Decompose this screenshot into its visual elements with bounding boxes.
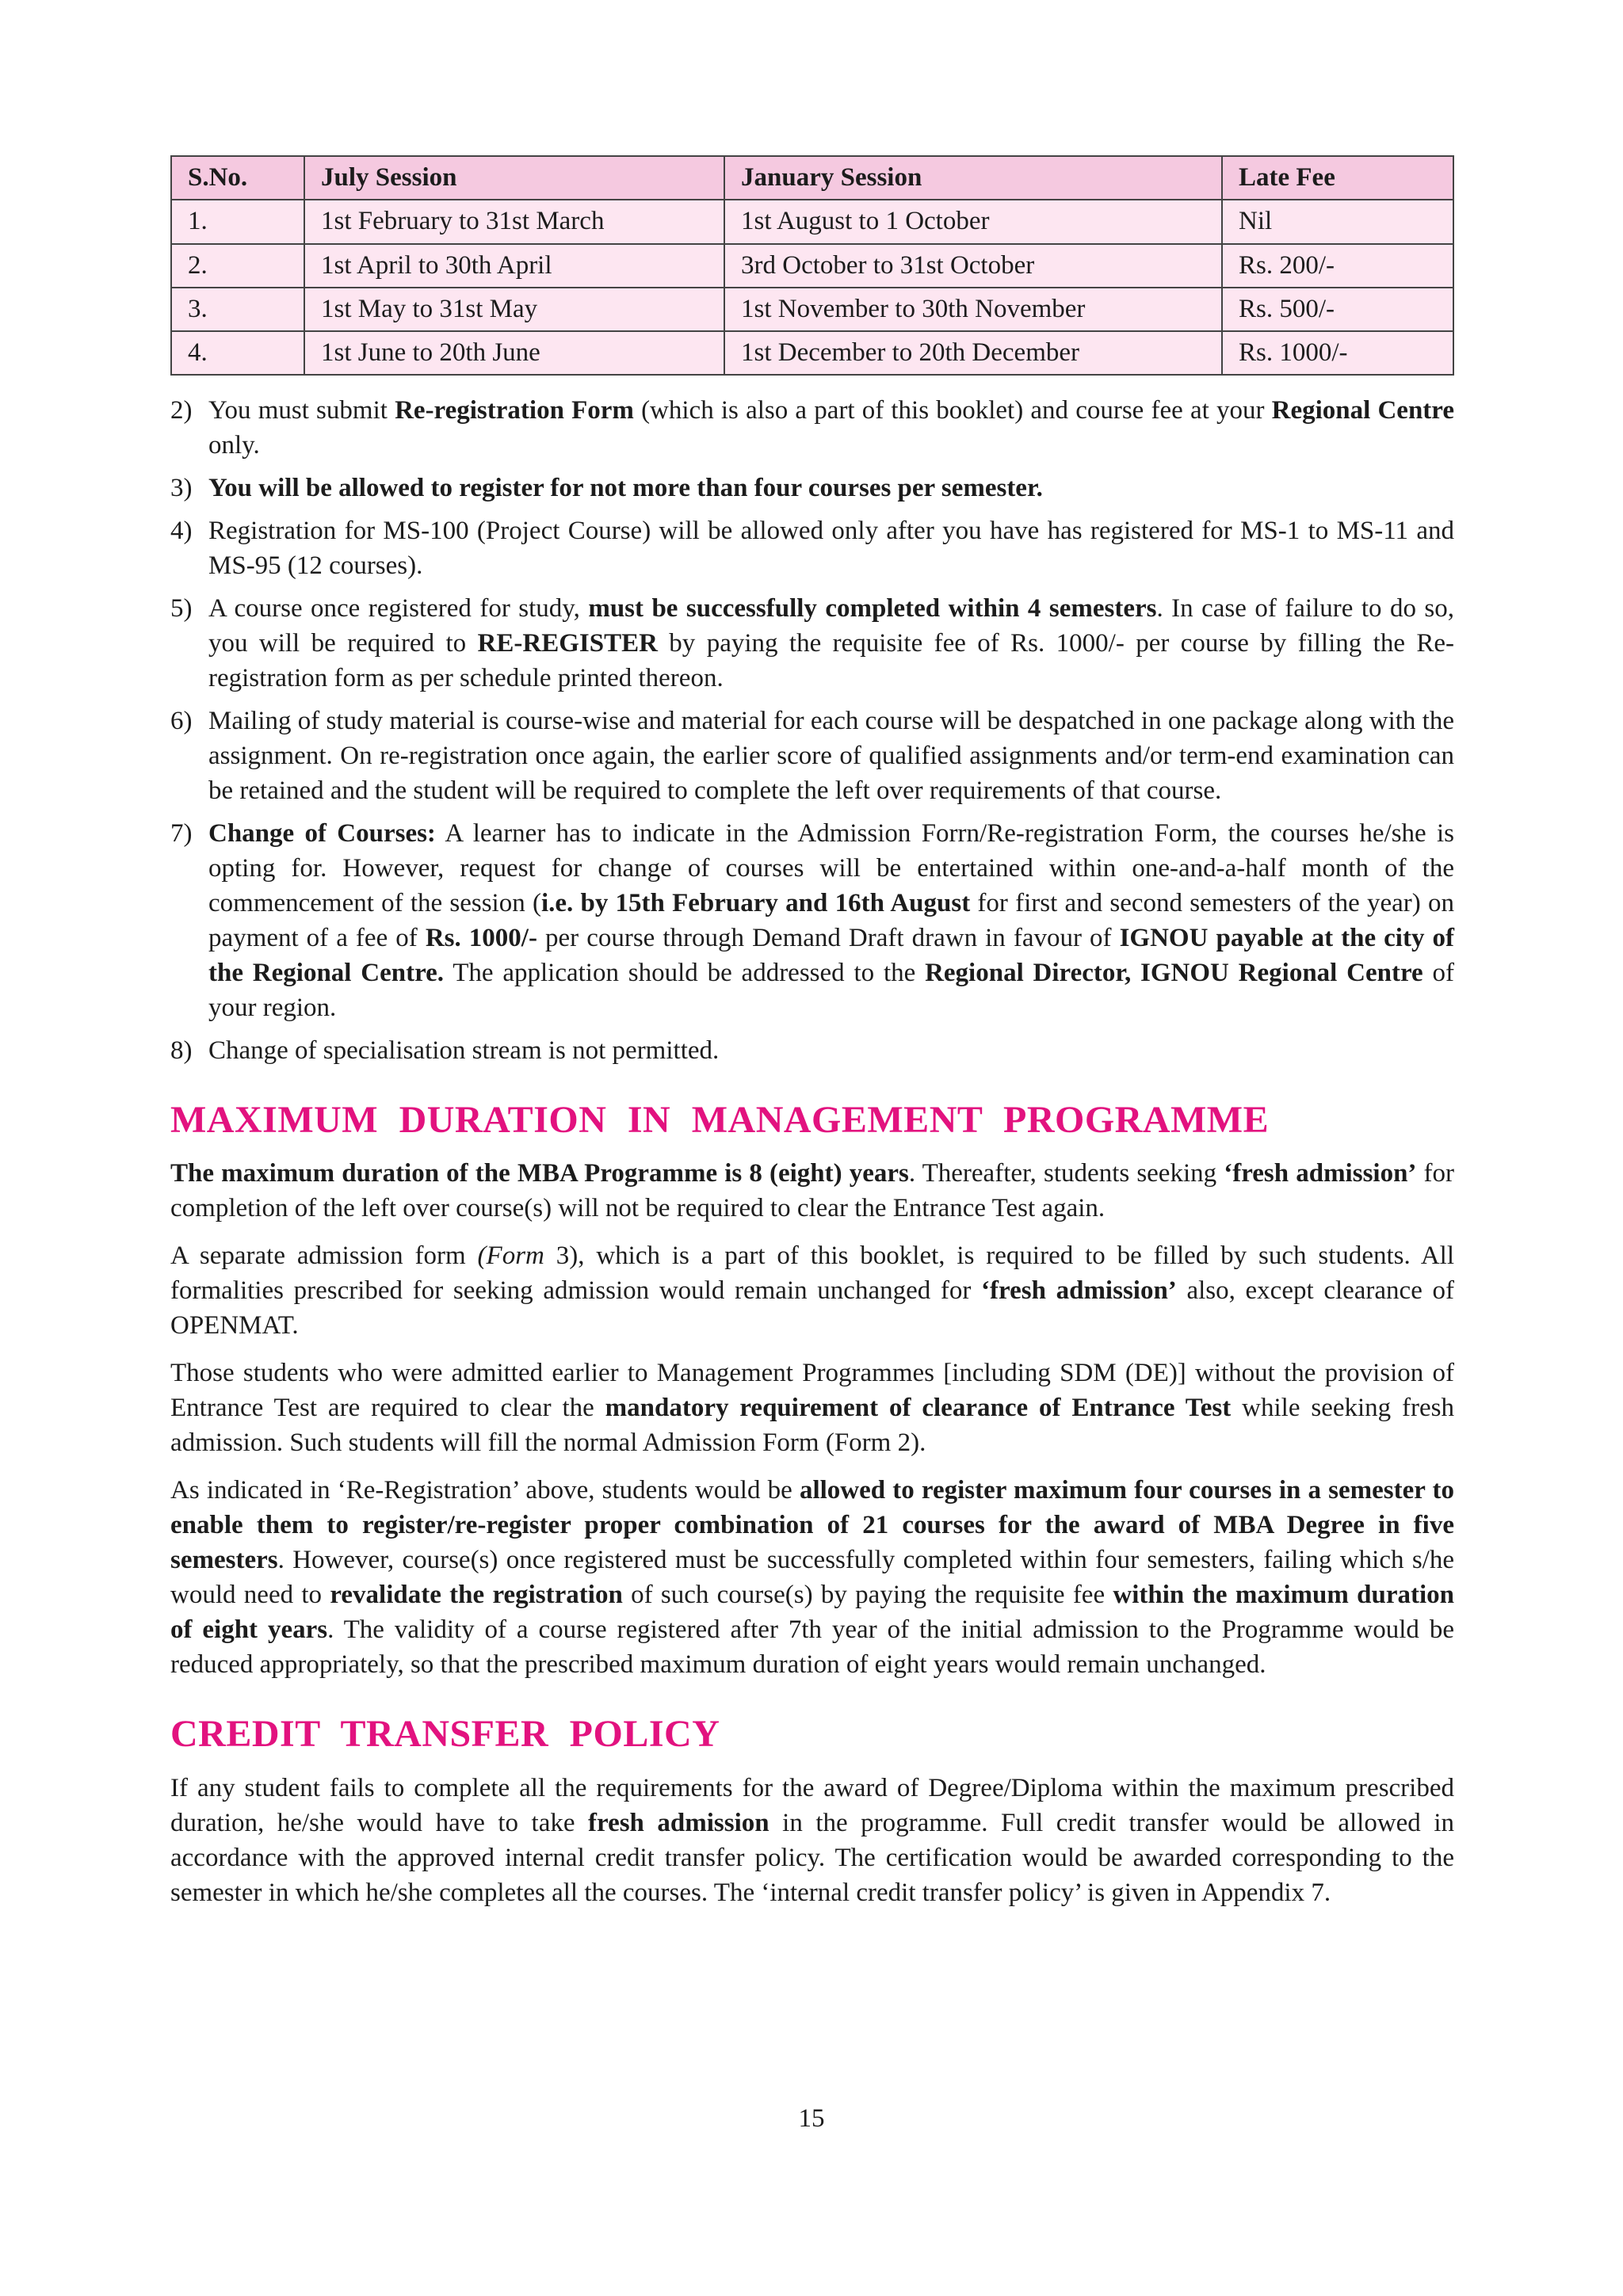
bold-text: ‘fresh admission’ — [1224, 1159, 1417, 1188]
text-run: by paying the requisite fee of Rs. 1000/- per course by filling the Re-registration form as per schedule printed thereon. — [208, 629, 1455, 693]
table-row — [171, 200, 1453, 243]
text-run: (which is also a part of this booklet) and course fee at your — [633, 396, 1272, 425]
bold-text: within the maximum duration of eight years — [170, 1581, 1454, 1645]
section-heading-maximum-duration: MAXIMUM DURATION IN MANAGEMENT PROGRAMME — [170, 1099, 1270, 1142]
list-item-number: 8) — [170, 1036, 193, 1066]
table-cell: 3. — [171, 288, 304, 331]
list-item — [170, 816, 1454, 1025]
text-run: As indicated in ‘Re-Registration’ above, students would be — [170, 1476, 800, 1505]
bold-text: must be successfully completed within 4 semesters — [588, 594, 1157, 624]
bold-text: ‘fresh admission’ — [981, 1276, 1177, 1306]
list-item-text — [208, 594, 1454, 692]
text-run: Those students who were admitted earlier to Management Programmes [including SDM (DE)] without the provision of Entrance Test are required to clear the — [170, 1359, 1454, 1423]
header-sno: S.No. — [171, 156, 304, 200]
table-cell: 3rd October to 31st October — [724, 244, 1222, 288]
italic-text: (Form — [477, 1241, 544, 1271]
text-run: of such course(s) by paying the requisite fee — [622, 1581, 1113, 1610]
bold-text: Regional Director, IGNOU Regional Centre — [925, 959, 1423, 988]
list-item — [170, 513, 1454, 583]
list-item — [170, 591, 1454, 696]
table-cell: Rs. 200/- — [1222, 244, 1453, 288]
list-item-number: 7) — [170, 819, 193, 849]
bold-text: The maximum duration of the MBA Programme is 8 (eight) years — [170, 1159, 909, 1188]
paragraph — [170, 1473, 1454, 1682]
paragraph — [170, 1238, 1454, 1343]
late-fee-table — [170, 155, 1454, 376]
paragraph — [170, 1356, 1454, 1460]
list-item — [170, 393, 1454, 463]
list-item — [170, 704, 1454, 808]
text-run: only. — [208, 431, 260, 460]
list-item-number: 5) — [170, 594, 193, 624]
list-item — [170, 1033, 1454, 1068]
text-run: Mailing of study material is course-wise and material for each course will be despatched in one package along with the assignment. On re-registration once again, the earlier score of qualified assignments and/or term-end examination can be retained and the student will be required to complete the left over requirements of that course. — [208, 707, 1454, 806]
text-run: The application should be addressed to the — [444, 959, 926, 988]
list-item-text — [208, 1036, 719, 1065]
table-cell: 4. — [171, 331, 304, 375]
table-cell: 1st May to 31st May — [304, 288, 724, 331]
list-item-number: 4) — [170, 517, 193, 546]
list-item-text — [208, 517, 1454, 580]
bold-text: fresh admission — [588, 1808, 769, 1837]
bold-text: Rs. 1000/- — [425, 924, 537, 953]
text-run: 3), which is a part of this booklet, is required to be filled by such students. All formalities prescribed for seeking admission would remain unchanged for — [170, 1241, 1454, 1306]
bold-text: You will be allowed to register for not more than four courses per semester. — [208, 474, 1043, 503]
table-cell: 1st February to 31st March — [304, 200, 724, 243]
table-cell: 1st June to 20th June — [304, 331, 724, 375]
text-run: . Thereafter, students seeking — [908, 1159, 1224, 1188]
bold-text: Re-registration Form — [395, 396, 634, 425]
bold-text: allowed to register maximum four courses in a semester to enable them to register/re-register proper combination of 21 courses for the award of MBA Degree in five semesters — [170, 1476, 1454, 1575]
bold-text: IGNOU payable at the city of the Regional Centre. — [208, 924, 1454, 988]
table-row — [171, 288, 1453, 331]
table-header-row — [171, 156, 1453, 200]
list-item-number: 3) — [170, 474, 193, 503]
table-cell: Rs. 1000/- — [1222, 331, 1453, 375]
bold-text: RE-REGISTER — [477, 629, 658, 658]
table-cell: 1st April to 30th April — [304, 244, 724, 288]
list-item-text — [208, 474, 1043, 502]
header-january-session: January Session — [724, 156, 1222, 200]
text-run: also, except clearance of OPENMAT. — [170, 1276, 1455, 1341]
table-cell: 1st August to 1 October — [724, 200, 1222, 243]
text-run: A course once registered for study, — [208, 594, 589, 624]
bold-text: Change of Courses: — [208, 819, 436, 849]
document-page — [170, 155, 1454, 1923]
list-item — [170, 471, 1454, 505]
table-row — [171, 331, 1453, 375]
table-row — [171, 244, 1453, 288]
text-run: Registration for MS-100 (Project Course) will be allowed only after you have has registered for MS-1 to MS-11 and MS-95 (12 courses). — [208, 517, 1454, 581]
table-cell: 1st December to 20th December — [724, 331, 1222, 375]
section-heading-credit-transfer: CREDIT TRANSFER POLICY — [170, 1713, 720, 1756]
text-run: A separate admission form — [170, 1241, 478, 1271]
paragraph — [170, 1156, 1454, 1226]
text-run: for completion of the left over course(s) will not be required to clear the Entrance Test again. — [170, 1159, 1455, 1223]
text-run: . In case of failure to do so, you will be required to — [208, 594, 1454, 658]
paragraph — [170, 1771, 1454, 1910]
list-item-text — [208, 396, 1454, 460]
page-number: 15 — [798, 2104, 825, 2133]
text-run: per course through Demand Draft drawn in favour of — [537, 924, 1120, 953]
bold-text: mandatory requirement of clearance of Entrance Test — [605, 1394, 1232, 1423]
table-cell: Rs. 500/- — [1222, 288, 1453, 331]
table-cell: 1. — [171, 200, 304, 243]
text-run: in the programme. Full credit transfer would be allowed in accordance with the approved internal credit transfer policy. The certification would be awarded corresponding to the semester in which he/she completes all the courses. The ‘internal credit transfer policy’ is given in Appendix 7. — [170, 1808, 1454, 1907]
text-run: of your region. — [208, 959, 1454, 1023]
table-cell: 2. — [171, 244, 304, 288]
bold-text: Regional Centre — [1271, 396, 1454, 425]
table-cell: Nil — [1222, 200, 1453, 243]
list-item-text — [208, 707, 1454, 805]
text-run: while seeking fresh admission. Such students will fill the normal Admission Form (Form 2). — [170, 1394, 1455, 1458]
text-run: . The validity of a course registered after 7th year of the initial admission to the Programme would be reduced appropriately, so that the prescribed maximum duration of eight years would remain unchanged. — [170, 1615, 1454, 1680]
text-run: If any student fails to complete all the requirements for the award of Degree/Diploma within the maximum prescribed duration, he/she would have to take — [170, 1773, 1454, 1837]
rules-list — [170, 393, 1454, 1068]
text-run: Change of specialisation stream is not permitted. — [208, 1036, 720, 1066]
header-july-session: July Session — [304, 156, 724, 200]
header-late-fee: Late Fee — [1222, 156, 1453, 200]
list-item-text — [208, 819, 1454, 1022]
text-run: . However, course(s) once registered must be successfully completed within four semesters, failing which s/he would need to — [170, 1546, 1454, 1610]
list-item-number: 6) — [170, 707, 193, 736]
table-cell: 1st November to 30th November — [724, 288, 1222, 331]
bold-text: revalidate the registration — [330, 1581, 623, 1610]
bold-text: i.e. by 15th February and 16th August — [540, 889, 971, 918]
text-run: for first and second semesters of the year) on payment of a fee of — [208, 889, 1454, 953]
text-run: You must submit — [208, 396, 395, 425]
list-item-number: 2) — [170, 396, 193, 425]
text-run: A learner has to indicate in the Admission Forrn/Re-registration Form, the courses he/she is opting for. However, request for change of courses will be entertained within one-and-a-half month of the commencement of the session ( — [208, 819, 1454, 918]
